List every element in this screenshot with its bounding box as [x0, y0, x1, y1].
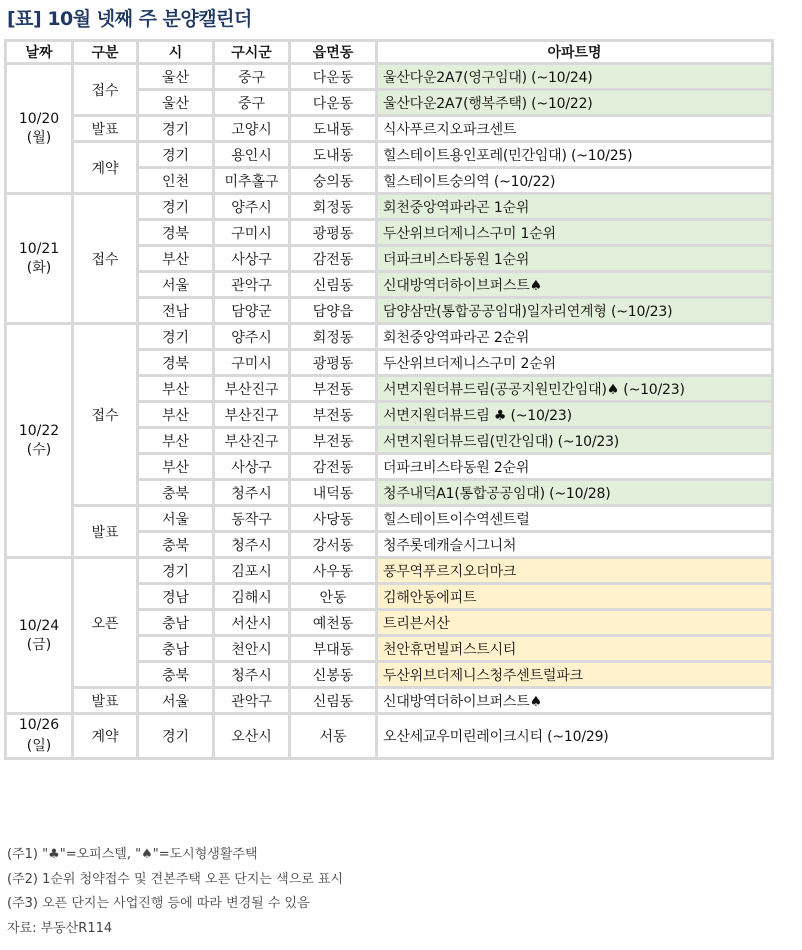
apt-name-cell: 트리븐서산 [377, 610, 773, 636]
gu-cell: 청주시 [214, 532, 290, 558]
gu-cell: 용인시 [214, 142, 290, 168]
table-row [6, 64, 773, 90]
date-cell [6, 324, 73, 558]
apt-name-cell: 풍무역푸르지오더마크 [377, 558, 773, 584]
header-apt: 아파트명 [377, 41, 773, 64]
date-label: 10/21 [18, 240, 60, 257]
header-date: 날짜 [6, 41, 73, 64]
apt-name-cell: 천안휴먼빌퍼스트시티 [377, 636, 773, 662]
dong-cell: 담양읍 [290, 298, 377, 324]
si-cell: 부산 [138, 454, 214, 480]
dong-cell: 내덕동 [290, 480, 377, 506]
apt-name-cell: 힐스테이트숭의역 (~10/22) [377, 168, 773, 194]
apt-name-cell: 울산다운2A7(영구임대) (~10/24) [377, 64, 773, 90]
day-label: (수) [26, 441, 52, 458]
dong-cell: 감전동 [290, 246, 377, 272]
si-cell: 부산 [138, 246, 214, 272]
dong-cell: 숭의동 [290, 168, 377, 194]
gu-cell: 중구 [214, 64, 290, 90]
apt-name-cell: 회천중앙역파라곤 1순위 [377, 194, 773, 220]
apt-name-cell: 청주내덕A1(통합공공임대) (~10/28) [377, 480, 773, 506]
table-row [6, 194, 773, 220]
footnote-2: (주2) 1순위 청약접수 및 견본주택 오픈 단지는 색으로 표시 [7, 871, 344, 887]
gu-cell: 서산시 [214, 610, 290, 636]
si-cell: 서울 [138, 272, 214, 298]
apt-name-cell: 두산위브더제니스구미 2순위 [377, 350, 773, 376]
table-row [6, 142, 773, 168]
gu-cell: 오산시 [214, 714, 290, 759]
table-row [6, 506, 773, 532]
gu-cell: 사상구 [214, 454, 290, 480]
day-label: (금) [26, 636, 52, 653]
dong-cell: 서동 [290, 714, 377, 759]
apt-name-cell: 서면지원더뷰드림(공공지원민간임대)♠ (~10/23) [377, 376, 773, 402]
date-label: 10/22 [18, 422, 60, 439]
si-cell: 경기 [138, 324, 214, 350]
gu-cell: 관악구 [214, 272, 290, 298]
gu-cell: 구미시 [214, 220, 290, 246]
apt-name-cell: 힐스테이트이수역센트럴 [377, 506, 773, 532]
dong-cell: 부전동 [290, 376, 377, 402]
si-cell: 충북 [138, 532, 214, 558]
dong-cell: 부전동 [290, 402, 377, 428]
gu-cell: 부산진구 [214, 428, 290, 454]
gu-cell: 동작구 [214, 506, 290, 532]
dong-cell: 부전동 [290, 428, 377, 454]
apt-name-cell: 두산위브더제니스구미 1순위 [377, 220, 773, 246]
source-note: 자료: 부동산R114 [7, 920, 113, 936]
apt-name-cell: 더파크비스타동원 2순위 [377, 454, 773, 480]
dong-cell: 예천동 [290, 610, 377, 636]
si-cell: 경북 [138, 220, 214, 246]
header-type: 구분 [73, 41, 138, 64]
sales-calendar-table [4, 39, 774, 760]
si-cell: 서울 [138, 688, 214, 714]
apt-name-cell: 오산세교우미린레이크시티 (~10/29) [377, 714, 773, 759]
date-cell [6, 64, 73, 194]
gu-cell: 담양군 [214, 298, 290, 324]
si-cell: 부산 [138, 376, 214, 402]
gu-cell: 부산진구 [214, 376, 290, 402]
si-cell: 인천 [138, 168, 214, 194]
si-cell: 충북 [138, 662, 214, 688]
gu-cell: 김해시 [214, 584, 290, 610]
gu-cell: 사상구 [214, 246, 290, 272]
apt-name-cell: 서면지원더뷰드림(민간임대) (~10/23) [377, 428, 773, 454]
apt-name-cell: 신대방역더하이브퍼스트♠ [377, 272, 773, 298]
dong-cell: 사우동 [290, 558, 377, 584]
type-cell: 계약 [73, 142, 138, 194]
dong-cell: 광평동 [290, 350, 377, 376]
dong-cell: 부대동 [290, 636, 377, 662]
dong-cell: 신림동 [290, 688, 377, 714]
apt-name-cell: 서면지원더뷰드림 ♣ (~10/23) [377, 402, 773, 428]
dong-cell: 신봉동 [290, 662, 377, 688]
type-cell: 발표 [73, 116, 138, 142]
apt-name-cell: 신대방역더하이브퍼스트♠ [377, 688, 773, 714]
date-label: 10/20 [18, 110, 60, 127]
gu-cell: 청주시 [214, 480, 290, 506]
si-cell: 충남 [138, 636, 214, 662]
dong-cell: 안동 [290, 584, 377, 610]
type-cell: 발표 [73, 688, 138, 714]
gu-cell: 청주시 [214, 662, 290, 688]
header-si: 시 [138, 41, 214, 64]
dong-cell: 회정동 [290, 194, 377, 220]
gu-cell: 부산진구 [214, 402, 290, 428]
page-title: [표] 10월 넷째 주 분양캘린더 [7, 8, 252, 30]
date-cell [6, 194, 73, 324]
si-cell: 충북 [138, 480, 214, 506]
day-label: (일) [26, 738, 52, 754]
dong-cell: 도내동 [290, 142, 377, 168]
date-label: 10/24 [18, 617, 60, 634]
header-dong: 읍면동 [290, 41, 377, 64]
dong-cell: 감전동 [290, 454, 377, 480]
footnotes [7, 843, 343, 941]
si-cell: 경기 [138, 558, 214, 584]
type-cell: 계약 [73, 714, 138, 759]
apt-name-cell: 청주롯데캐슬시그니처 [377, 532, 773, 558]
apt-name-cell: 힐스테이트용인포레(민간임대) (~10/25) [377, 142, 773, 168]
gu-cell: 구미시 [214, 350, 290, 376]
dong-cell: 회정동 [290, 324, 377, 350]
gu-cell: 김포시 [214, 558, 290, 584]
dong-cell: 도내동 [290, 116, 377, 142]
type-cell: 발표 [73, 506, 138, 558]
gu-cell: 미추홀구 [214, 168, 290, 194]
day-label: (월) [26, 129, 52, 146]
type-cell: 오픈 [73, 558, 138, 688]
table-header-row [6, 41, 773, 64]
si-cell: 경기 [138, 116, 214, 142]
table-row [6, 324, 773, 350]
si-cell: 경북 [138, 350, 214, 376]
table-row [6, 558, 773, 584]
si-cell: 부산 [138, 428, 214, 454]
gu-cell: 고양시 [214, 116, 290, 142]
apt-name-cell: 더파크비스타동원 1순위 [377, 246, 773, 272]
gu-cell: 양주시 [214, 324, 290, 350]
apt-name-cell: 회천중앙역파라곤 2순위 [377, 324, 773, 350]
header-gu: 구시군 [214, 41, 290, 64]
type-cell: 접수 [73, 324, 138, 506]
dong-cell: 강서동 [290, 532, 377, 558]
gu-cell: 천안시 [214, 636, 290, 662]
si-cell: 전남 [138, 298, 214, 324]
gu-cell: 양주시 [214, 194, 290, 220]
si-cell: 부산 [138, 402, 214, 428]
si-cell: 경남 [138, 584, 214, 610]
footnote-3: (주3) 오픈 단지는 사업진행 등에 따라 변경될 수 있음 [7, 896, 310, 911]
table-row [6, 116, 773, 142]
si-cell: 울산 [138, 64, 214, 90]
si-cell: 경기 [138, 194, 214, 220]
gu-cell: 중구 [214, 90, 290, 116]
apt-name-cell: 김해안동에피트 [377, 584, 773, 610]
dong-cell: 신림동 [290, 272, 377, 298]
apt-name-cell: 담양삼만(통합공공임대)일자리연계형 (~10/23) [377, 298, 773, 324]
date-cell [6, 558, 73, 714]
type-cell: 접수 [73, 64, 138, 116]
si-cell: 서울 [138, 506, 214, 532]
si-cell: 경기 [138, 714, 214, 759]
day-label: (화) [26, 259, 52, 276]
footnote-1: (주1) "♣"=오피스텔, "♠"=도시형생활주택 [7, 847, 258, 862]
apt-name-cell: 두산위브더제니스청주센트럴파크 [377, 662, 773, 688]
apt-name-cell: 울산다운2A7(행복주택) (~10/22) [377, 90, 773, 116]
gu-cell: 관악구 [214, 688, 290, 714]
table-row [6, 688, 773, 714]
dong-cell: 다운동 [290, 90, 377, 116]
table-row [6, 714, 773, 759]
date-label: 10/26 [18, 717, 60, 733]
type-cell: 접수 [73, 194, 138, 324]
dong-cell: 사당동 [290, 506, 377, 532]
si-cell: 울산 [138, 90, 214, 116]
date-cell [6, 714, 73, 759]
dong-cell: 광평동 [290, 220, 377, 246]
si-cell: 경기 [138, 142, 214, 168]
dong-cell: 다운동 [290, 64, 377, 90]
si-cell: 충남 [138, 610, 214, 636]
apt-name-cell: 식사푸르지오파크센트 [377, 116, 773, 142]
